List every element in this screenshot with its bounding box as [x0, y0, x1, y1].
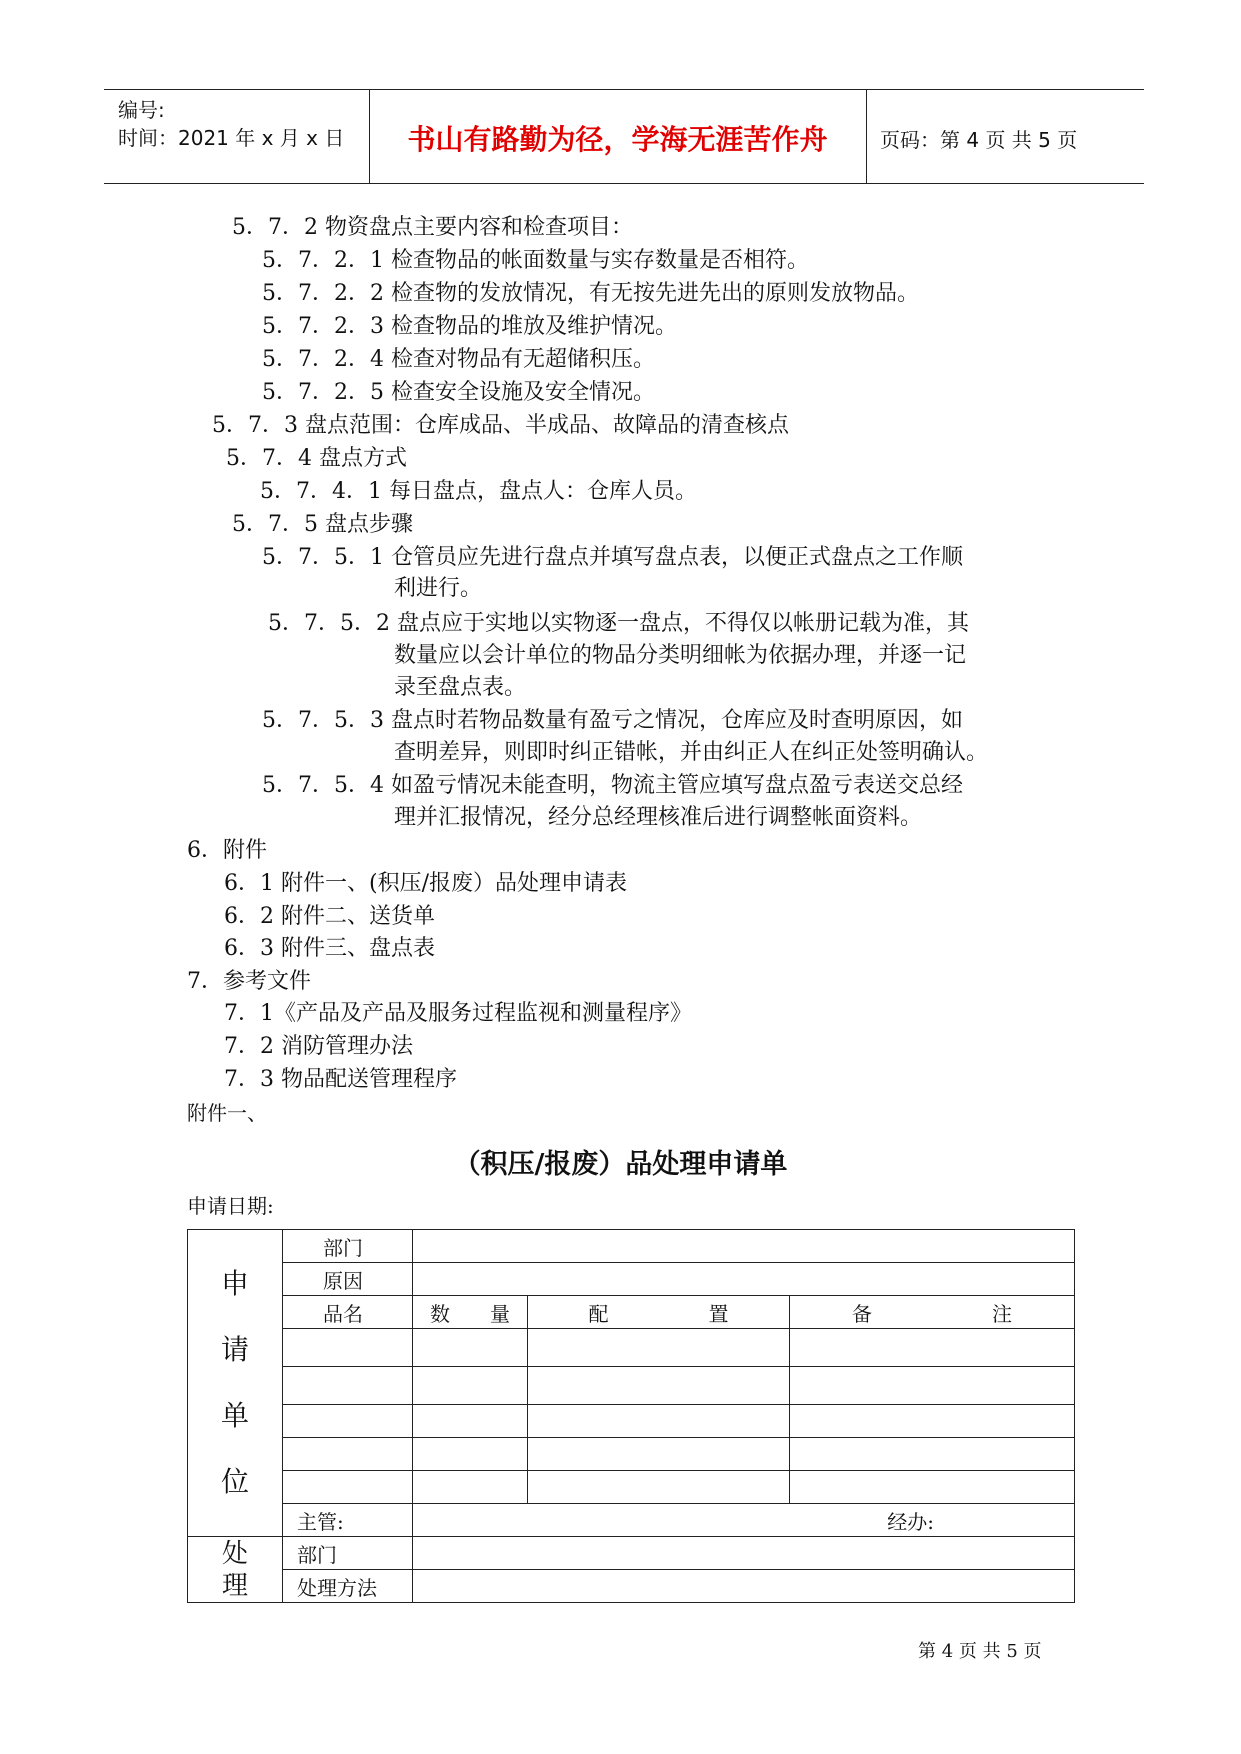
dept-field[interactable]: [413, 1230, 1075, 1263]
side-char: 处: [221, 1538, 248, 1569]
item-5-7-2-3: 5．7．2．3 检查物品的堆放及维护情况。: [262, 314, 677, 339]
col-quantity: 数 量: [413, 1296, 528, 1329]
dept-label: 部门: [283, 1230, 413, 1263]
item-7-2: 7．2 消防管理办法: [224, 1034, 413, 1059]
side-char: 请: [220, 1333, 249, 1366]
reason-field[interactable]: [413, 1263, 1075, 1296]
item-5-7-2-5: 5．7．2．5 检查安全设施及安全情况。: [262, 380, 655, 405]
attachment-one-label: 附件一、: [187, 1101, 267, 1125]
item-6-3: 6．3 附件三、盘点表: [224, 936, 435, 961]
header-meta-cell: [104, 90, 370, 183]
document-number-label: 编号:: [118, 98, 165, 122]
section-7-references: 7．参考文件: [187, 969, 311, 994]
cell-item-name[interactable]: [283, 1367, 413, 1405]
page-header: [104, 89, 1144, 184]
item-5-7-5-4-line1: 5．7．5．4 如盈亏情况未能查明，物流主管应填写盘点盈亏表送交总经: [262, 773, 963, 798]
side-char: 位: [220, 1465, 249, 1498]
cell-quantity[interactable]: [413, 1405, 528, 1438]
cell-quantity[interactable]: [413, 1329, 528, 1367]
cell-configuration[interactable]: [528, 1438, 790, 1471]
item-5-7-5-3-line2: 查明差异，则即时纠正错帐，并由纠正人在纠正处签明确认。: [394, 740, 989, 765]
cell-quantity[interactable]: [413, 1438, 528, 1471]
cell-configuration[interactable]: [528, 1367, 790, 1405]
cell-quantity[interactable]: [413, 1471, 528, 1504]
item-5-7-5-1-line2: 利进行。: [394, 576, 483, 601]
cell-configuration[interactable]: [528, 1471, 790, 1504]
document-time-label: 时间：2021 年 x 月 x 日: [118, 126, 345, 150]
motto-text: 书山有路勤为径，学海无涯苦作舟: [407, 123, 828, 156]
item-5-7-4-1: 5．7．4．1 每日盘点，盘点人：仓库人员。: [260, 479, 697, 504]
side-label-processing: [188, 1537, 283, 1603]
item-6-1: 6．1 附件一、(积压/报废）品处理申请表: [224, 871, 627, 896]
process-dept-field[interactable]: [413, 1537, 1075, 1570]
cell-remarks[interactable]: [790, 1438, 1075, 1471]
item-5-7-2-4: 5．7．2．4 检查对物品有无超储积压。: [262, 347, 655, 372]
section-6-attachments: 6．附件: [187, 838, 267, 863]
disposal-application-form: [187, 1229, 1075, 1603]
section-5-7-4: 5．7．4 盘点方式: [226, 446, 407, 471]
col-configuration: 配 置: [528, 1296, 790, 1329]
side-label-applicant: [188, 1230, 283, 1537]
form-title: （积压/报废）品处理申请单: [453, 1149, 788, 1180]
header-motto-cell: [369, 90, 867, 183]
cell-item-name[interactable]: [283, 1471, 413, 1504]
section-5-7-5: 5．7．5 盘点步骤: [232, 512, 413, 537]
item-7-3: 7．3 物品配送管理程序: [224, 1067, 457, 1092]
col-remarks: 备 注: [790, 1296, 1075, 1329]
process-dept-label: 部门: [283, 1537, 413, 1570]
cell-configuration[interactable]: [528, 1405, 790, 1438]
side-char: 申: [220, 1267, 249, 1300]
item-5-7-2-2: 5．7．2．2 检查物的发放情况，有无按先进先出的原则发放物品。: [262, 281, 919, 306]
cell-remarks[interactable]: [790, 1367, 1075, 1405]
header-page-cell: [866, 90, 1144, 183]
reason-label: 原因: [283, 1263, 413, 1296]
item-5-7-5-4-line2: 理并汇报情况，经分总经理核准后进行调整帐面资料。: [394, 805, 923, 830]
cell-item-name[interactable]: [283, 1438, 413, 1471]
item-6-2: 6．2 附件二、送货单: [224, 904, 435, 929]
footer-page-number: 第 4 页 共 5 页: [918, 1641, 1042, 1662]
handler-label: 经办:: [413, 1504, 1075, 1537]
cell-quantity[interactable]: [413, 1367, 528, 1405]
col-item-name: 品名: [283, 1296, 413, 1329]
side-char: 单: [220, 1399, 249, 1432]
process-method-field[interactable]: [413, 1570, 1075, 1603]
item-5-7-5-1-line1: 5．7．5．1 仓管员应先进行盘点并填写盘点表，以便正式盘点之工作顺: [262, 545, 963, 570]
item-5-7-5-2-line1: 5．7．5．2 盘点应于实地以实物逐一盘点，不得仅以帐册记载为准，其: [268, 611, 969, 636]
supervisor-label: 主管:: [283, 1504, 413, 1537]
cell-remarks[interactable]: [790, 1471, 1075, 1504]
cell-item-name[interactable]: [283, 1405, 413, 1438]
section-5-7-2: 5．7．2 物资盘点主要内容和检查项目：: [232, 215, 633, 240]
item-5-7-5-2-line3: 录至盘点表。: [394, 675, 527, 700]
process-method-label: 处理方法: [283, 1570, 413, 1603]
item-5-7-5-2-line2: 数量应以会计单位的物品分类明细帐为依据办理，并逐一记: [394, 643, 967, 668]
item-5-7-2-1: 5．7．2．1 检查物品的帐面数量与实存数量是否相符。: [262, 248, 809, 273]
header-page-number: 页码：第 4 页 共 5 页: [880, 128, 1078, 152]
application-date-label: 申请日期:: [187, 1194, 274, 1218]
side-char: 理: [221, 1570, 248, 1601]
item-5-7-5-3-line1: 5．7．5．3 盘点时若物品数量有盈亏之情况，仓库应及时查明原因，如: [262, 708, 963, 733]
cell-remarks[interactable]: [790, 1329, 1075, 1367]
cell-configuration[interactable]: [528, 1329, 790, 1367]
cell-remarks[interactable]: [790, 1405, 1075, 1438]
item-7-1: 7．1《产品及产品及服务过程监视和测量程序》: [224, 1001, 692, 1026]
section-5-7-3: 5．7．3 盘点范围：仓库成品、半成品、故障品的清查核点: [212, 413, 789, 438]
cell-item-name[interactable]: [283, 1329, 413, 1367]
